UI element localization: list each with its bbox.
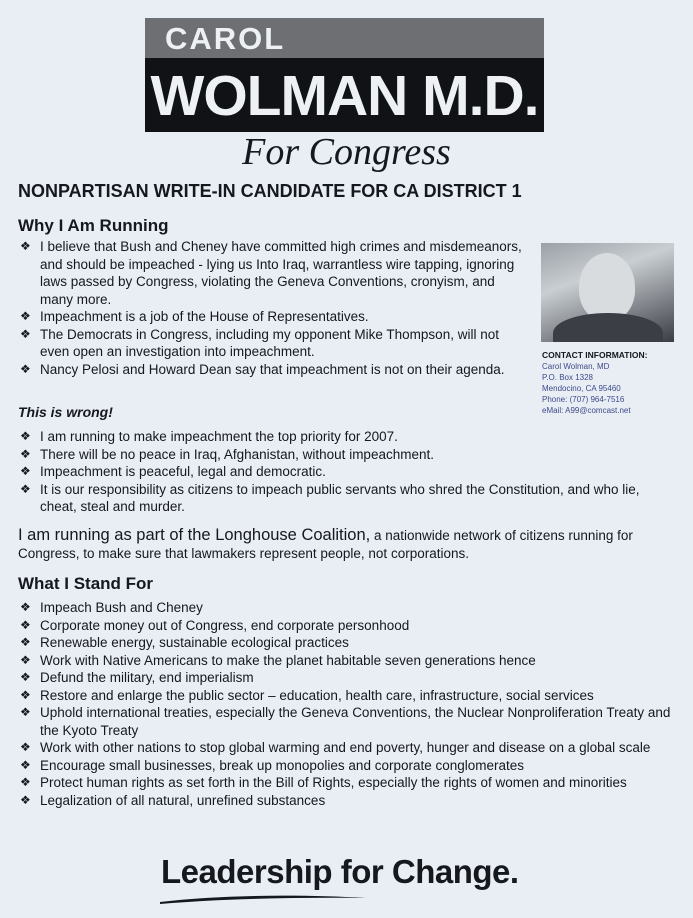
bullet-icon: ❖ [20, 239, 31, 253]
coalition-statement [18, 526, 683, 563]
bullet-icon: ❖ [20, 687, 31, 702]
this-is-wrong-heading: This is wrong! [18, 404, 113, 420]
contact-phone: Phone: (707) 964-7516 [542, 395, 625, 404]
slogan-swoosh-icon [158, 893, 368, 905]
bullet-icon: ❖ [20, 705, 31, 719]
list-item: ❖ Legalization of all natural, unrefined substances [20, 792, 326, 808]
list-item: ❖ Renewable energy, sustainable ecological practices [20, 635, 349, 650]
photo-face-shape [579, 253, 635, 321]
list-item: ❖ Work with other nations to stop global warming and end poverty, hunger and disease on a global scale [20, 740, 651, 755]
contact-po-box: P.O. Box 1328 [542, 373, 593, 382]
for-congress-tagline: For Congress [242, 131, 451, 173]
bullet-icon: ❖ [20, 652, 31, 667]
coalition-lead: I am running as part of the Longhouse Coalition, [18, 526, 371, 544]
list-item: ❖ I am running to make impeachment the top priority for 2007. [20, 429, 398, 444]
bullet-icon: ❖ [20, 757, 31, 772]
candidate-first-name: CAROL [145, 18, 544, 58]
photo-shoulders-shape [553, 313, 663, 342]
footer-slogan: Leadership for Change. [161, 853, 519, 890]
contact-city: Mendocino, CA 95460 [542, 384, 621, 393]
coalition-description: a nationwide network of citizens running for Congress, to make sure that lawmakers represent people, not corporations. [18, 528, 633, 561]
list-item: ❖ Protect human rights as set forth in the Bill of Rights, especially the rights of women and minorities [20, 775, 627, 790]
bullet-icon: ❖ [20, 635, 31, 649]
this-is-wrong-list [18, 428, 678, 516]
bullet-icon: ❖ [20, 361, 31, 376]
bullet-icon: ❖ [20, 481, 31, 496]
contact-name: Carol Wolman, MD [542, 362, 610, 371]
why-running-list [18, 238, 523, 378]
bullet-icon: ❖ [20, 740, 31, 754]
bullet-icon: ❖ [20, 617, 31, 632]
list-item: ❖ Impeachment is a job of the House of Representatives. [20, 309, 369, 324]
bullet-icon: ❖ [20, 446, 31, 461]
list-item: ❖ Impeach Bush and Cheney [20, 600, 203, 615]
bullet-icon: ❖ [20, 792, 31, 807]
contact-information [542, 350, 692, 416]
list-item: ❖ Defund the military, end imperialism [20, 670, 254, 685]
list-item: ❖ I believe that Bush and Cheney have committed high crimes and misdemeanors, and should be impeached - lying us Into Iraq, warrantless wire tapping, ignoring laws passed by Congress, violating the Geneva Conventions, cronyism, and many more. [20, 239, 522, 307]
list-item: ❖ It is our responsibility as citizens to impeach public servants who shred the Constitution, and who lie, cheat, steal and murder. [20, 481, 640, 514]
list-item: ❖ Encourage small businesses, break up monopolies and corporate conglomerates [20, 757, 525, 773]
candidacy-subtitle: NONPARTISAN WRITE-IN CANDIDATE FOR CA DISTRICT 1 [18, 181, 522, 201]
bullet-icon: ❖ [20, 464, 31, 478]
list-item: ❖ There will be no peace in Iraq, Afghanistan, without impeachment. [20, 446, 434, 462]
bullet-icon: ❖ [20, 326, 31, 341]
what-i-stand-for-heading: What I Stand For [18, 574, 154, 593]
candidate-name-block [145, 18, 544, 132]
bullet-icon: ❖ [20, 670, 31, 684]
bullet-icon: ❖ [20, 309, 31, 323]
list-item: ❖ Impeachment is peaceful, legal and democratic. [20, 464, 326, 479]
list-item: ❖ Uphold international treaties, especially the Geneva Conventions, the Nuclear Nonproliferation Treaty and the Kyoto Treaty [20, 705, 671, 738]
list-item: ❖ Nancy Pelosi and Howard Dean say that impeachment is not on their agenda. [20, 361, 505, 377]
list-item: ❖ Corporate money out of Congress, end corporate personhood [20, 617, 410, 633]
contact-heading: CONTACT INFORMATION: [542, 350, 648, 360]
bullet-icon: ❖ [20, 600, 31, 614]
candidate-photo [541, 243, 674, 342]
bullet-icon: ❖ [20, 429, 31, 443]
bullet-icon: ❖ [20, 775, 31, 789]
list-item: ❖ Restore and enlarge the public sector – education, health care, infrastructure, social services [20, 687, 594, 703]
list-item: ❖ The Democrats in Congress, including my opponent Mike Thompson, will not even open an investigation into impeachment. [20, 326, 499, 359]
candidate-last-name: WOLMAN M.D. [145, 58, 544, 132]
list-item: ❖ Work with Native Americans to make the planet habitable seven generations hence [20, 652, 536, 668]
what-i-stand-for-list [18, 599, 683, 809]
why-running-heading: Why I Am Running [18, 216, 169, 235]
contact-email: eMail: A99@comcast.net [542, 406, 631, 415]
